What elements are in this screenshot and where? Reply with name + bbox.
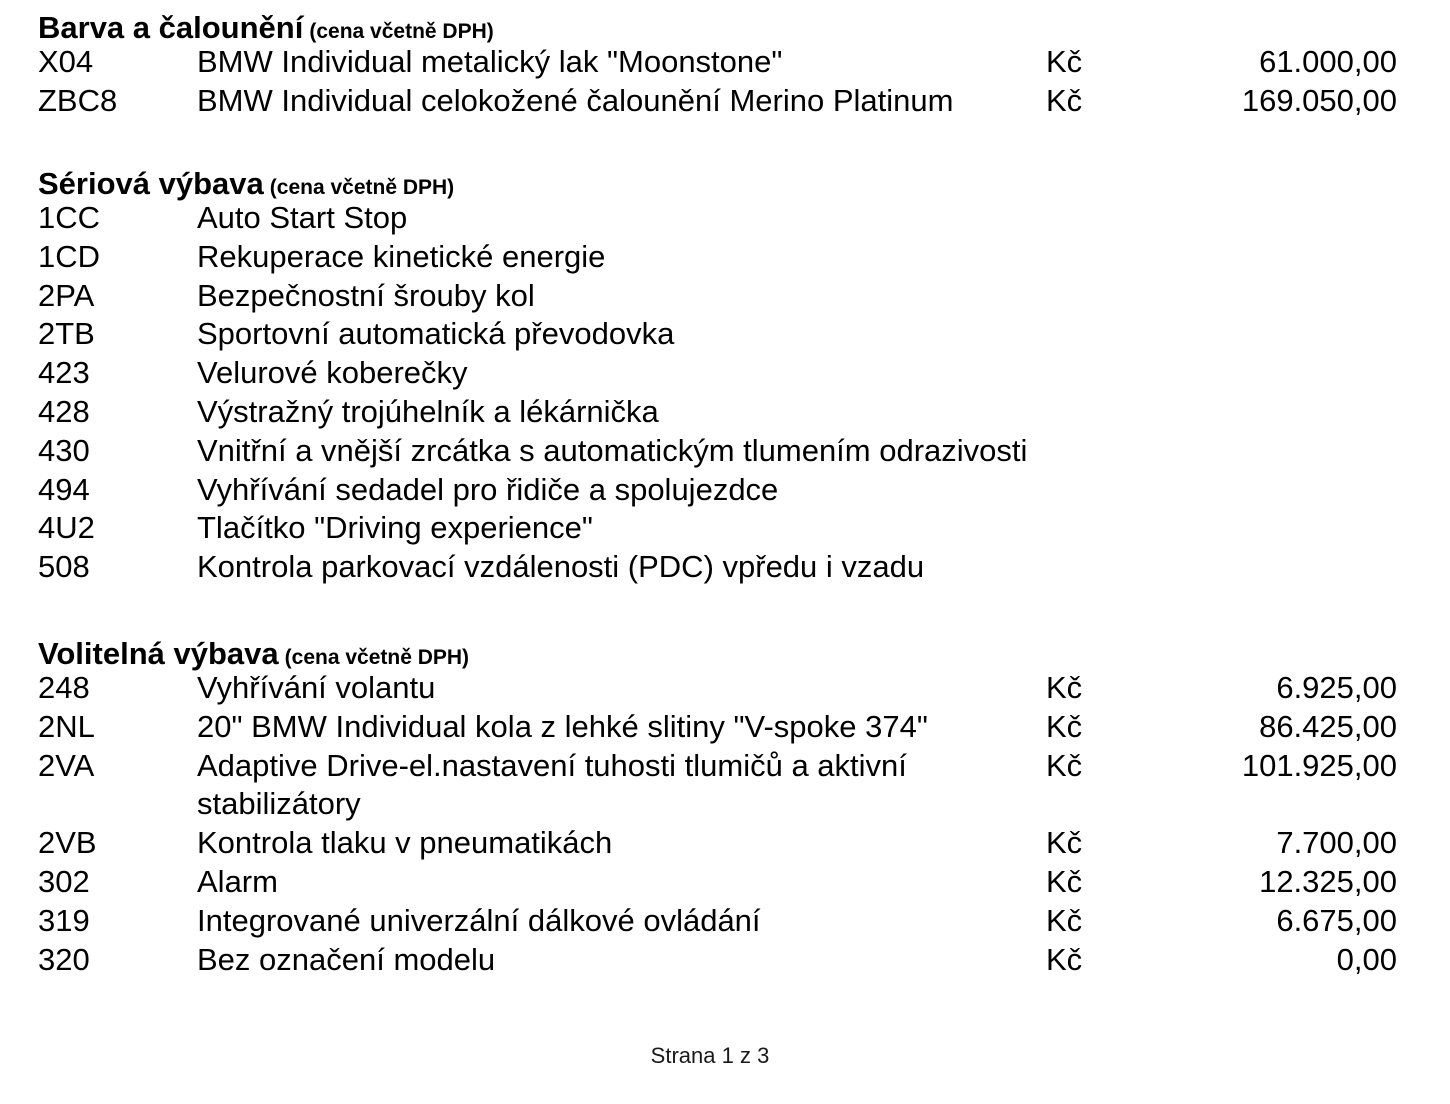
price: 6.675,00: [1276, 902, 1397, 938]
section-heading: [38, 636, 469, 672]
price: 61.000,00: [1259, 44, 1397, 79]
table-row: [0, 82, 1450, 121]
option-description: Alarm: [197, 863, 278, 899]
currency: Kč: [1046, 708, 1083, 744]
option-code: X04: [38, 44, 94, 79]
option-code: 2PA: [38, 277, 95, 313]
option-description: Velurové koberečky: [197, 355, 468, 391]
currency: Kč: [1046, 44, 1083, 79]
option-description: Integrované univerzální dálkové ovládání: [197, 902, 761, 938]
currency: Kč: [1046, 670, 1083, 705]
option-code: 423: [38, 355, 90, 391]
price: 12.325,00: [1259, 863, 1397, 899]
option-code: 2NL: [38, 708, 95, 744]
option-code: 248: [38, 670, 90, 705]
option-code: ZBC8: [38, 82, 118, 118]
option-code: 320: [38, 941, 90, 977]
table-row: [0, 43, 1450, 82]
table-row: [0, 902, 1450, 941]
section-heading: [38, 166, 454, 202]
table-row: [0, 509, 1450, 548]
table-row: [0, 669, 1450, 708]
price: 86.425,00: [1259, 708, 1397, 744]
table-row: [0, 471, 1450, 510]
table-row: [0, 941, 1450, 980]
price: 101.925,00: [1241, 747, 1397, 783]
currency: Kč: [1046, 825, 1083, 861]
option-code: 4U2: [38, 510, 95, 546]
table-row: [0, 393, 1450, 432]
option-description: BMW Individual metalický lak "Moonstone": [197, 44, 783, 79]
section-rows: [0, 199, 1450, 587]
section-note: (cena včetně DPH): [284, 646, 470, 669]
price: 7.700,00: [1276, 825, 1397, 861]
option-description: Výstražný trojúhelník a lékárnička: [197, 393, 659, 429]
table-row: [0, 863, 1450, 902]
currency: Kč: [1046, 863, 1083, 899]
option-code: 2VB: [38, 825, 97, 861]
table-row: [0, 432, 1450, 471]
section-note: (cena včetně DPH): [309, 20, 494, 43]
section-note: (cena včetně DPH): [269, 176, 455, 199]
option-code: 2TB: [38, 316, 95, 352]
table-row: [0, 824, 1450, 863]
price: 169.050,00: [1241, 82, 1397, 118]
table-row: [0, 708, 1450, 747]
option-description: BMW Individual celokožené čalounění Merino Platinum: [197, 82, 954, 118]
option-description: Kontrola parkovací vzdálenosti (PDC) vpředu i vzadu: [197, 549, 925, 585]
option-description: Bezpečnostní šrouby kol: [197, 277, 535, 313]
page-number: Strana 1 z 3: [650, 1043, 770, 1068]
option-description: Sportovní automatická převodovka: [197, 316, 675, 352]
option-description: Rekuperace kinetické energie: [197, 238, 606, 274]
table-row: [0, 199, 1450, 238]
option-description: Kontrola tlaku v pneumatikách: [197, 825, 613, 861]
option-description: Vnitřní a vnější zrcátka s automatickým tlumením odrazivosti: [197, 432, 1028, 468]
section-title: Volitelná výbava: [38, 636, 279, 671]
currency: Kč: [1046, 902, 1083, 938]
currency: Kč: [1046, 747, 1083, 783]
option-code: 428: [38, 393, 90, 429]
option-description: 20" BMW Individual kola z lehké slitiny "V-spoke 374": [197, 708, 928, 744]
price: 0,00: [1336, 941, 1397, 977]
section-title: Barva a čalounění: [38, 10, 304, 45]
option-code: 302: [38, 863, 90, 899]
table-row: [0, 238, 1450, 277]
option-description: Tlačítko "Driving experience": [197, 510, 593, 546]
option-description: Auto Start Stop: [197, 200, 408, 235]
table-row: [0, 548, 1450, 587]
option-description: Vyhřívání sedadel pro řidiče a spolujezdce: [197, 471, 779, 507]
price: 6.925,00: [1276, 670, 1397, 705]
option-code: 430: [38, 432, 90, 468]
section-heading: [38, 10, 494, 46]
section-title: Sériová výbava: [38, 166, 264, 201]
option-code: 319: [38, 902, 90, 938]
option-code: 508: [38, 549, 90, 585]
table-row: [0, 277, 1450, 316]
option-code: 1CD: [38, 238, 101, 274]
option-code: 1CC: [38, 200, 101, 235]
currency: Kč: [1046, 82, 1083, 118]
table-row: [0, 354, 1450, 393]
option-code: 2VA: [38, 747, 95, 783]
option-code: 494: [38, 471, 90, 507]
currency: Kč: [1046, 941, 1083, 977]
option-description: Adaptive Drive-el.nastavení tuhosti tlumičů a aktivní stabilizátory: [197, 747, 907, 822]
table-row: [0, 747, 1450, 825]
option-description: Vyhřívání volantu: [197, 670, 436, 705]
section-rows: [0, 43, 1450, 121]
table-row: [0, 315, 1450, 354]
section-rows: [0, 669, 1450, 979]
option-description: Bez označení modelu: [197, 941, 496, 977]
